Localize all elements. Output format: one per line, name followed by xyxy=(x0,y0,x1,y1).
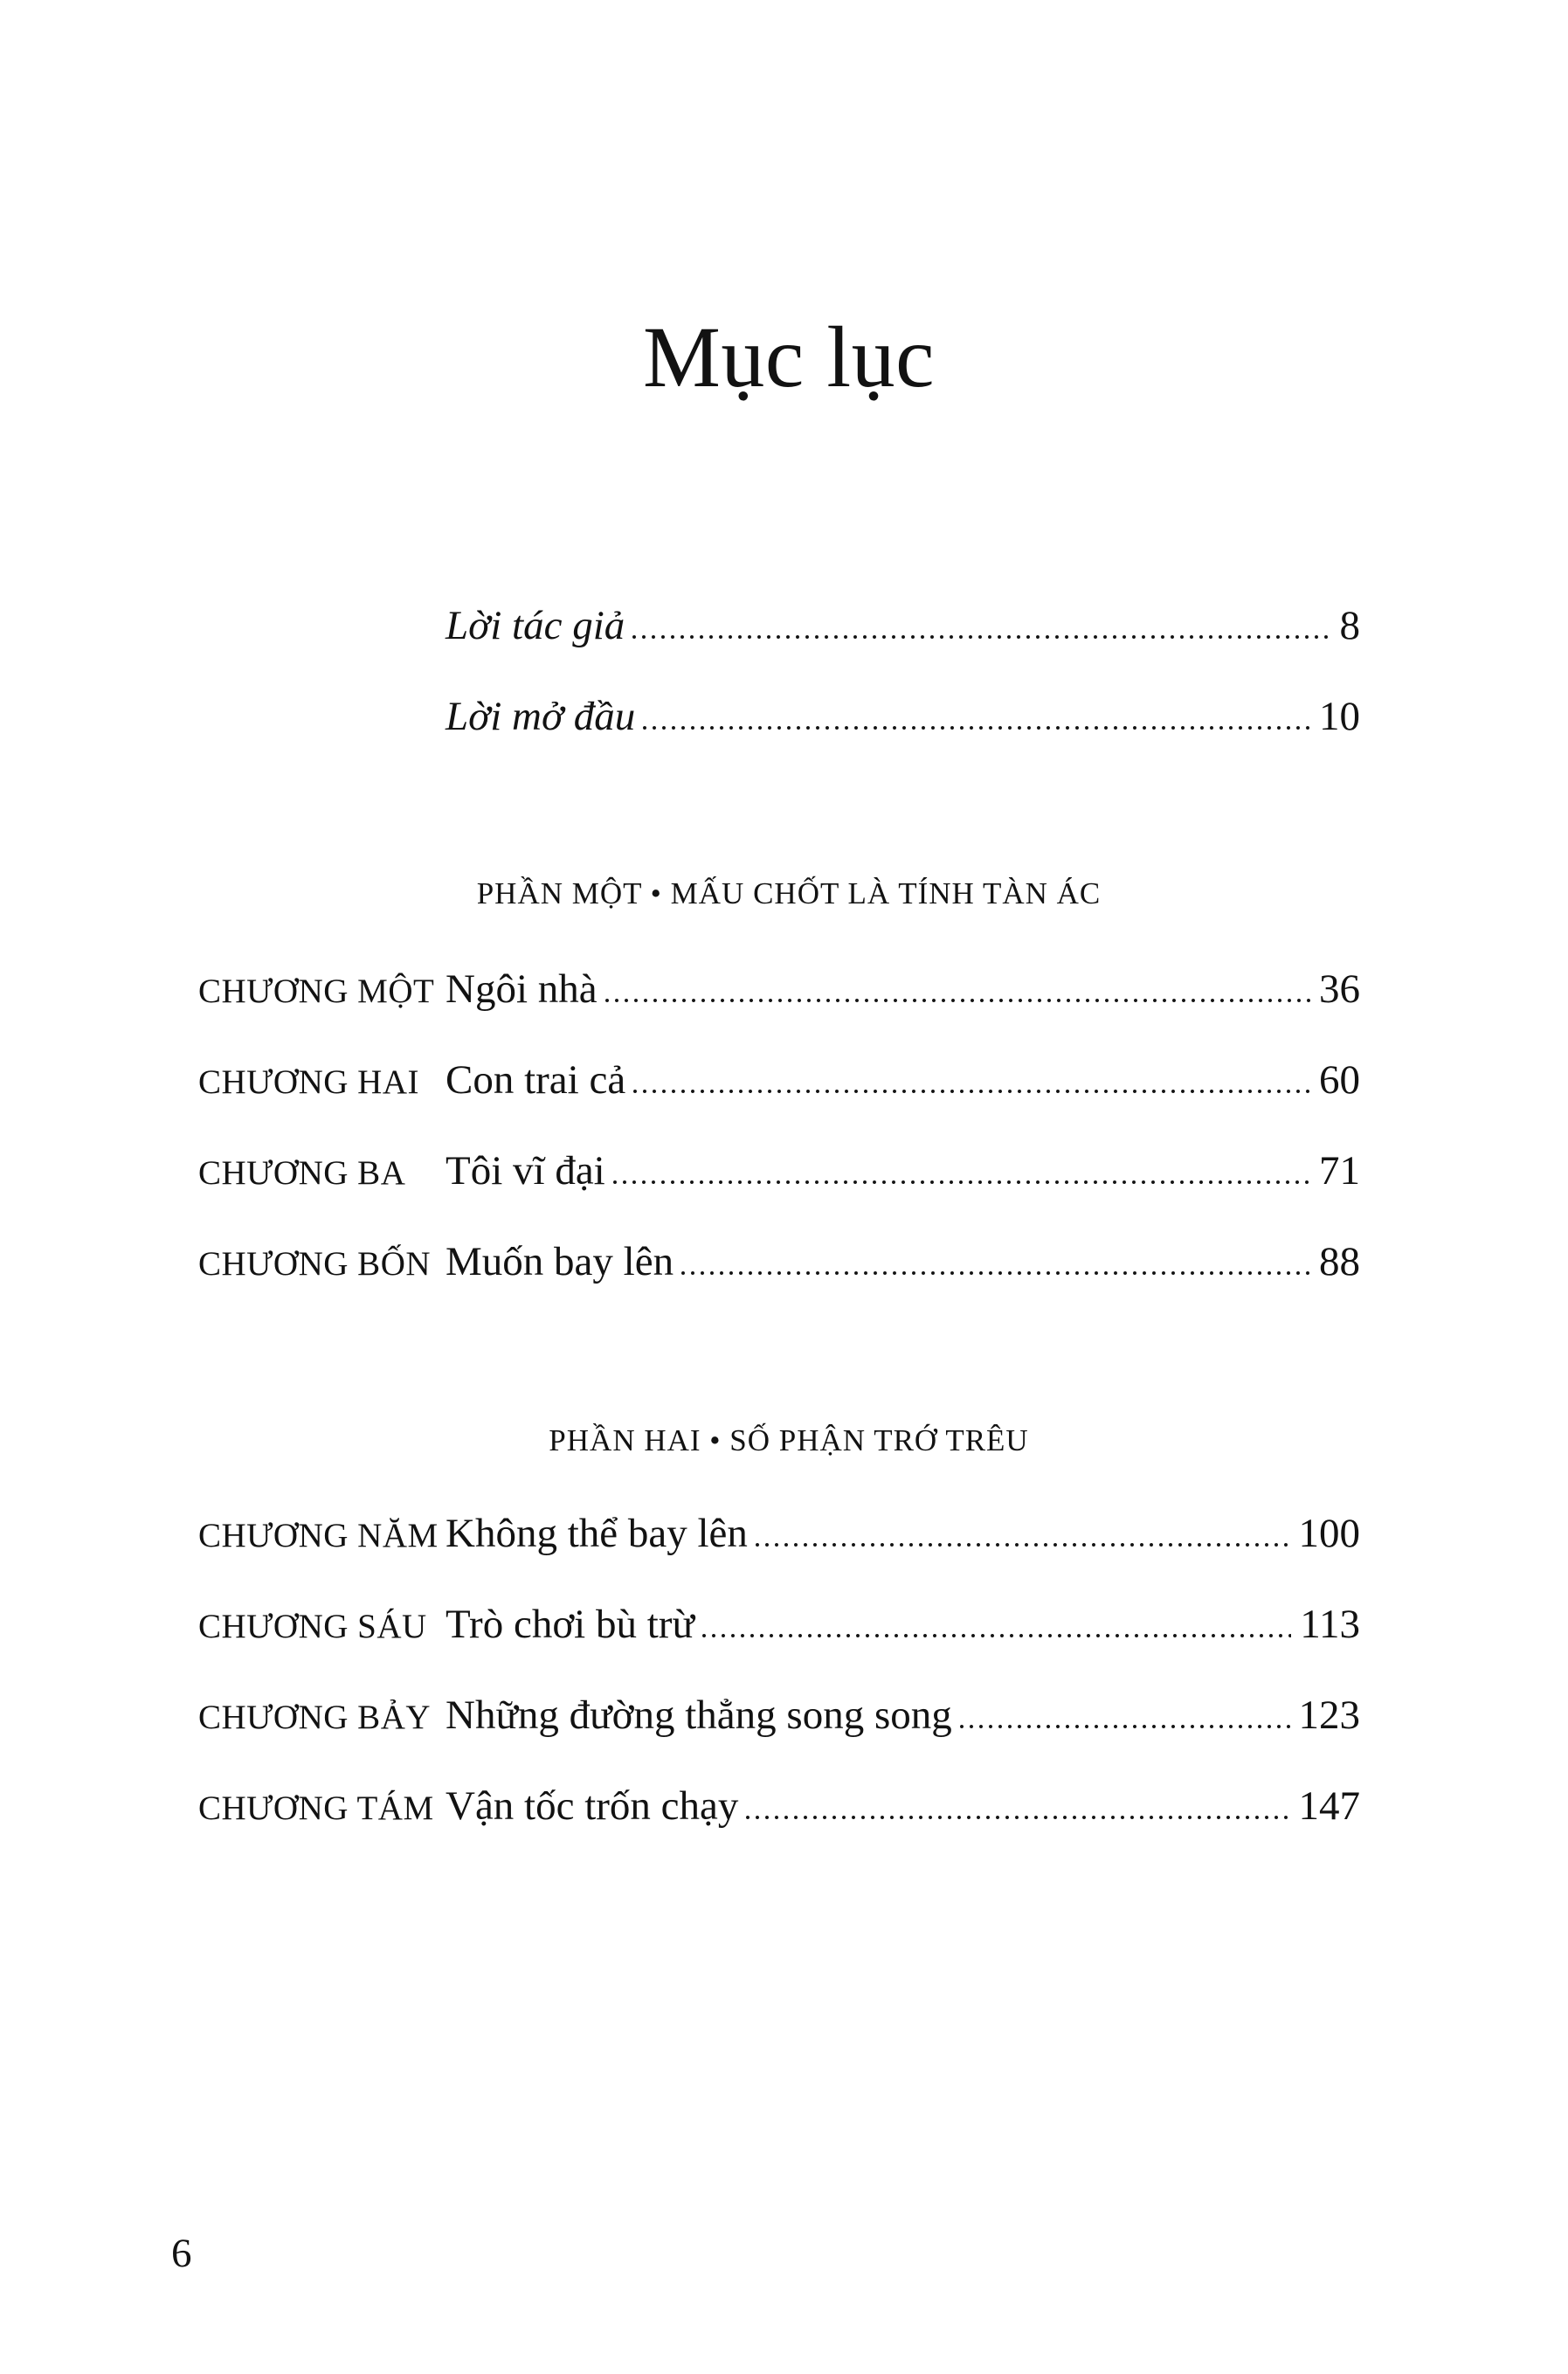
toc-entry xyxy=(198,1125,1360,1216)
toc-entry xyxy=(198,1488,1360,1579)
toc-entry-page-number: 88 xyxy=(1319,1239,1360,1284)
toc-entry xyxy=(198,1035,1360,1125)
page-number: 6 xyxy=(171,2231,192,2276)
dot-leader xyxy=(756,1543,1290,1547)
chapter-title: Ngôi nhà xyxy=(446,966,597,1012)
chapter-label: CHƯƠNG MỘT xyxy=(198,972,435,1010)
chapter-label: CHƯƠNG SÁU xyxy=(198,1608,427,1645)
chapter-label: CHƯƠNG HAI xyxy=(198,1063,419,1101)
toc-entry xyxy=(198,671,1360,762)
dot-leader xyxy=(605,999,1310,1002)
toc-entry-page-number: 123 xyxy=(1298,1692,1360,1738)
dot-leader xyxy=(960,1725,1290,1728)
toc-page xyxy=(198,0,1360,1851)
toc-entry-title: Lời mở đầu xyxy=(446,694,636,739)
front-matter-list xyxy=(198,580,1360,762)
chapter-label: CHƯƠNG TÁM xyxy=(198,1789,434,1827)
toc-entry-page-number: 8 xyxy=(1339,603,1360,648)
chapter-title: Trò chơi bù trừ xyxy=(446,1602,694,1647)
toc-entry xyxy=(198,1761,1360,1851)
chapter-title: Muốn bay lên xyxy=(446,1239,674,1284)
chapter-title: Vận tốc trốn chạy xyxy=(446,1783,739,1829)
chapter-label: CHƯƠNG BỐN xyxy=(198,1245,432,1283)
toc-entry xyxy=(198,1579,1360,1670)
toc-entry-page-number: 71 xyxy=(1319,1148,1360,1194)
chapter-title: Con trai cả xyxy=(446,1057,626,1103)
toc-entry xyxy=(198,1670,1360,1761)
chapter-label: CHƯƠNG NĂM xyxy=(198,1517,439,1554)
dot-leader xyxy=(633,1090,1310,1093)
dot-leader xyxy=(681,1271,1310,1275)
toc-entry-page-number: 113 xyxy=(1300,1602,1360,1647)
toc-entry-page-number: 60 xyxy=(1319,1057,1360,1103)
toc-entry-page-number: 36 xyxy=(1319,966,1360,1012)
section-heading-part-one: PHẦN MỘT • MẤU CHỐT LÀ TÍNH TÀN ÁC xyxy=(476,876,1102,910)
toc-entry-page-number: 10 xyxy=(1319,694,1360,739)
chapter-title: Không thể bay lên xyxy=(446,1511,748,1556)
chapter-title: Những đường thẳng song song xyxy=(446,1692,952,1738)
dot-leader xyxy=(632,635,1330,639)
toc-entry xyxy=(198,580,1360,671)
dot-leader xyxy=(746,1816,1289,1819)
chapter-list-part-two xyxy=(198,1488,1360,1851)
toc-entry-title: Lời tác giả xyxy=(446,603,625,648)
dot-leader xyxy=(613,1180,1310,1184)
chapter-label: CHƯƠNG BẢY xyxy=(198,1699,432,1736)
section-heading-part-two: PHẦN HAI • SỐ PHẬN TRỚ TRÊU xyxy=(549,1423,1029,1457)
toc-entry-page-number: 100 xyxy=(1298,1511,1360,1556)
dot-leader xyxy=(643,726,1310,730)
page-title: Mục lục xyxy=(643,308,935,405)
toc-entry xyxy=(198,1216,1360,1307)
chapter-list-part-one xyxy=(198,944,1360,1307)
chapter-label: CHƯƠNG BA xyxy=(198,1154,406,1192)
dot-leader xyxy=(702,1634,1291,1637)
chapter-title: Tôi vĩ đại xyxy=(446,1148,605,1194)
toc-entry-page-number: 147 xyxy=(1298,1783,1360,1829)
toc-entry xyxy=(198,944,1360,1035)
